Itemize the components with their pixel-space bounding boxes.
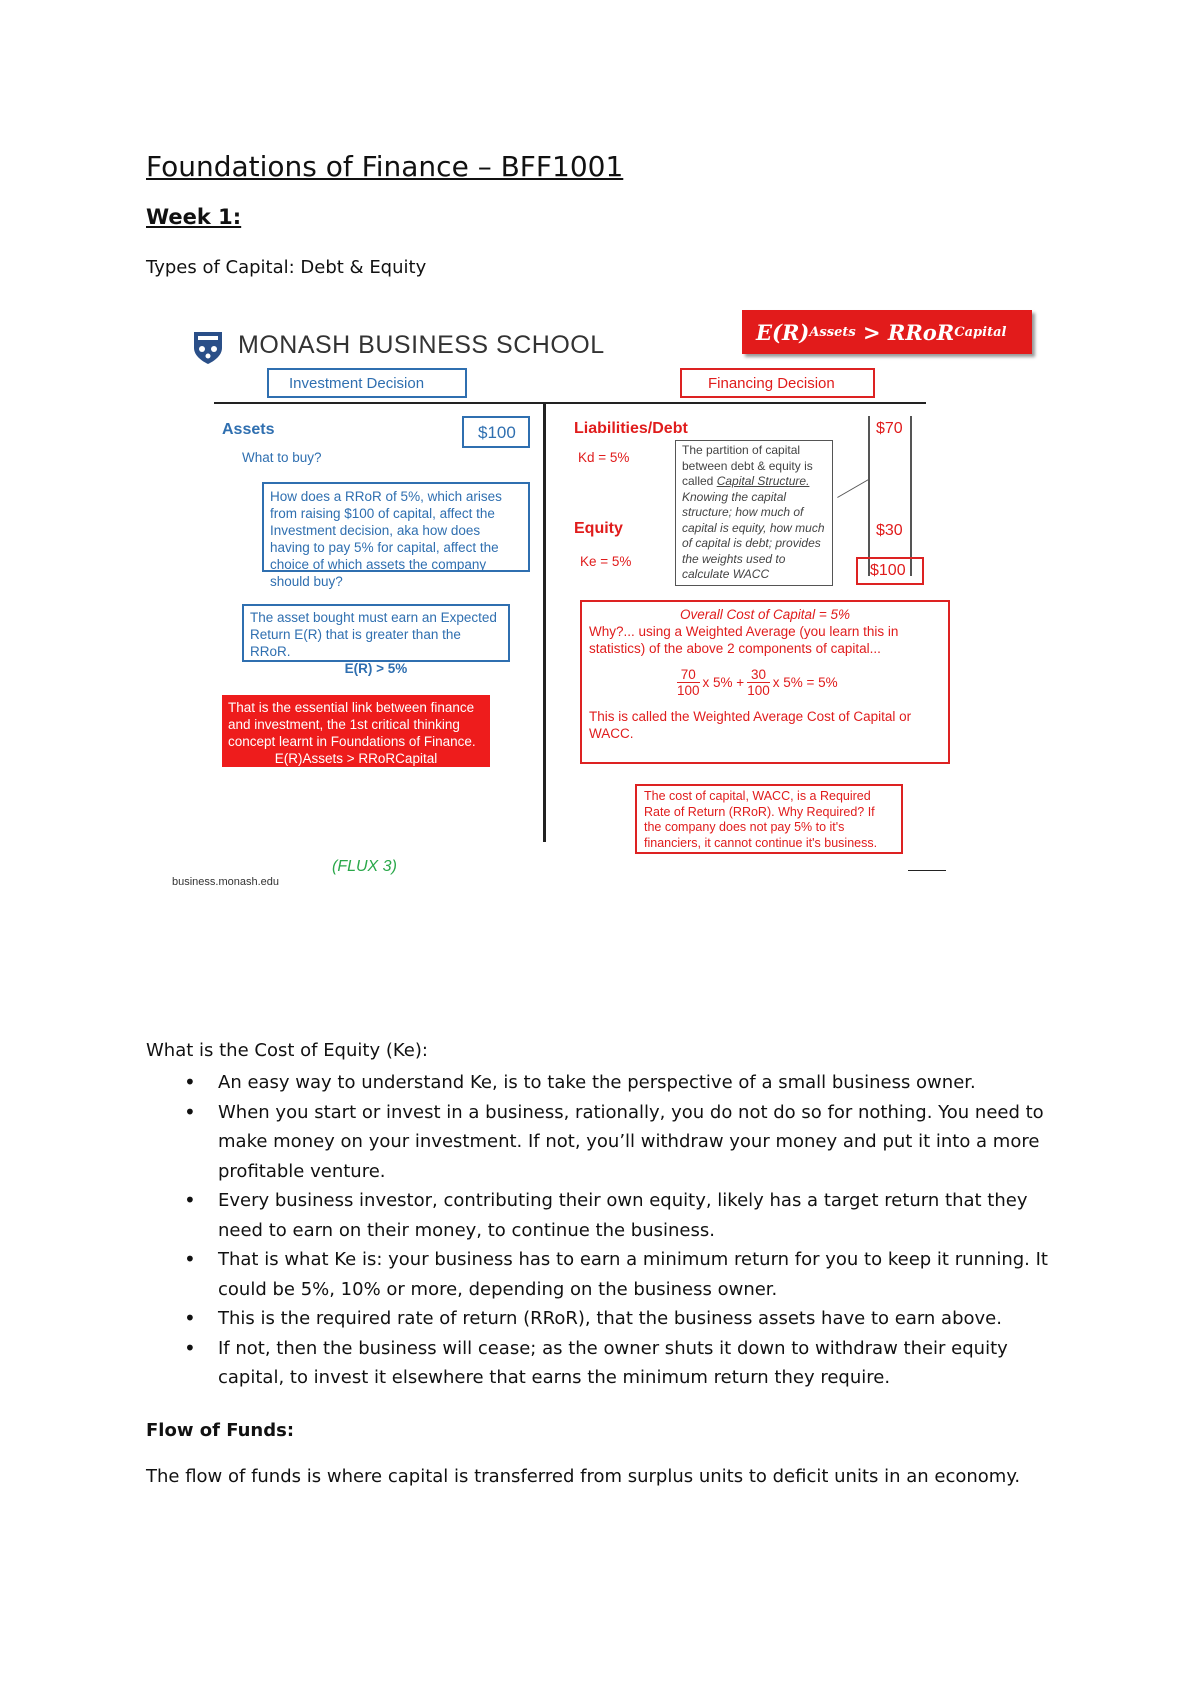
document-title: Foundations of Finance – BFF1001 — [146, 150, 624, 183]
asset-earn-box — [242, 604, 510, 676]
list-item: • If not, then the business will cease; as the owner shuts it down to withdraw their equity capital, to invest it elsewhere that earns the minimum return they require. — [218, 1334, 1066, 1393]
overall-cost-title: Overall Cost of Capital = 5% — [680, 607, 850, 622]
flux-label: (FLUX 3) — [332, 858, 397, 875]
week-heading: Week 1: — [146, 205, 242, 229]
list-item: • When you start or invest in a business, rationally, you do not do so for nothing. You need to make money on your investment. If not, you’ll withdraw your money and put it into a more profitable venture. — [218, 1098, 1066, 1187]
essential-link-box — [222, 695, 490, 767]
cost-of-equity-bullets — [146, 1068, 1066, 1393]
investment-decision-box: Investment Decision — [267, 368, 467, 398]
essential-link-formula: E(R)Assets > RRoRCapital — [274, 751, 438, 766]
er-greater-rror-banner: E(R) Assets > RRoR Capital — [742, 310, 1032, 354]
assets-value-box: $100 — [462, 416, 530, 448]
capital-bracket — [868, 416, 912, 576]
connector-line — [837, 479, 869, 498]
assets-label: Assets — [222, 421, 275, 438]
t-account-horizontal-line — [214, 402, 926, 404]
list-item: • That is what Ke is: your business has to earn a minimum return for you to keep it running. It could be 5%, 10% or more, depending on the business owner. — [218, 1245, 1066, 1304]
essential-link-text: That is the essential link between finance and investment, the 1st critical thinking concept learnt in Foundations of Finance. — [228, 700, 476, 749]
flow-of-funds-text: The flow of funds is where capital is transferred from surplus units to deficit units in an economy. — [146, 1466, 1021, 1487]
wacc-definition: This is called the Weighted Average Cost of Capital or WACC. — [589, 709, 912, 741]
rror-question-box: How does a RRoR of 5%, which arises from raising $100 of capital, affect the Investment decision, aka how does having to pay 5% for capital, affect the choice of which assets the company should buy? — [262, 482, 530, 572]
footer-rule — [908, 870, 946, 871]
list-item: • An easy way to understand Ke, is to take the perspective of a small business owner. — [218, 1068, 1066, 1098]
capital-structure-note: The partition of capital between debt & equity is called Capital Structure. Knowing the capital structure; how much of capital is equity, how much of capital is debt; provides the weights used to calculate WACC — [675, 440, 833, 586]
what-to-buy-text: What to buy? — [242, 450, 322, 465]
wacc-formula: 70 100 x 5% + $\frac{30}{100}$ x 5% = 5% — [677, 667, 838, 698]
flow-of-funds-heading: Flow of Funds: — [146, 1420, 295, 1441]
overall-cost-box — [580, 600, 950, 764]
list-item: • This is the required rate of return (RRoR), that the business assets have to earn above. — [218, 1304, 1066, 1334]
er-greater-5-text: E(R) > 5% — [344, 661, 408, 676]
total-capital-box: $100 — [856, 557, 924, 585]
financing-decision-box: Financing Decision — [680, 368, 875, 398]
liabilities-debt-label: Liabilities/Debt — [574, 420, 688, 437]
equity-value: $30 — [876, 522, 903, 539]
t-account-vertical-line — [543, 402, 546, 842]
equity-label: Equity — [574, 520, 623, 537]
list-item: • Every business investor, contributing their own equity, likely has a target return that they need to earn on their money, to continue the business. — [218, 1186, 1066, 1245]
asset-earn-text: The asset bought must earn an Expected Return E(R) that is greater than the RRoR. — [250, 610, 497, 659]
types-of-capital-line: Types of Capital: Debt & Equity — [146, 257, 427, 278]
monash-business-school-logo: MONASH BUSINESS SCHOOL — [238, 331, 605, 359]
ke-rate: Ke = 5% — [580, 554, 632, 569]
required-rate-box: The cost of capital, WACC, is a Required Rate of Return (RRoR). Why Required? If the company does not pay 5% to it's financiers, it cannot continue it's business. — [635, 784, 903, 854]
monash-crest-icon — [192, 330, 224, 366]
lecture-slide — [172, 300, 1060, 980]
kd-rate: Kd = 5% — [578, 450, 630, 465]
overall-cost-body: Why?... using a Weighted Average (you learn this in statistics) of the above 2 components of capital... — [589, 624, 899, 656]
debt-value: $70 — [876, 420, 903, 437]
cost-of-equity-heading: What is the Cost of Equity (Ke): — [146, 1040, 428, 1061]
monash-url: business.monash.edu — [172, 876, 280, 888]
